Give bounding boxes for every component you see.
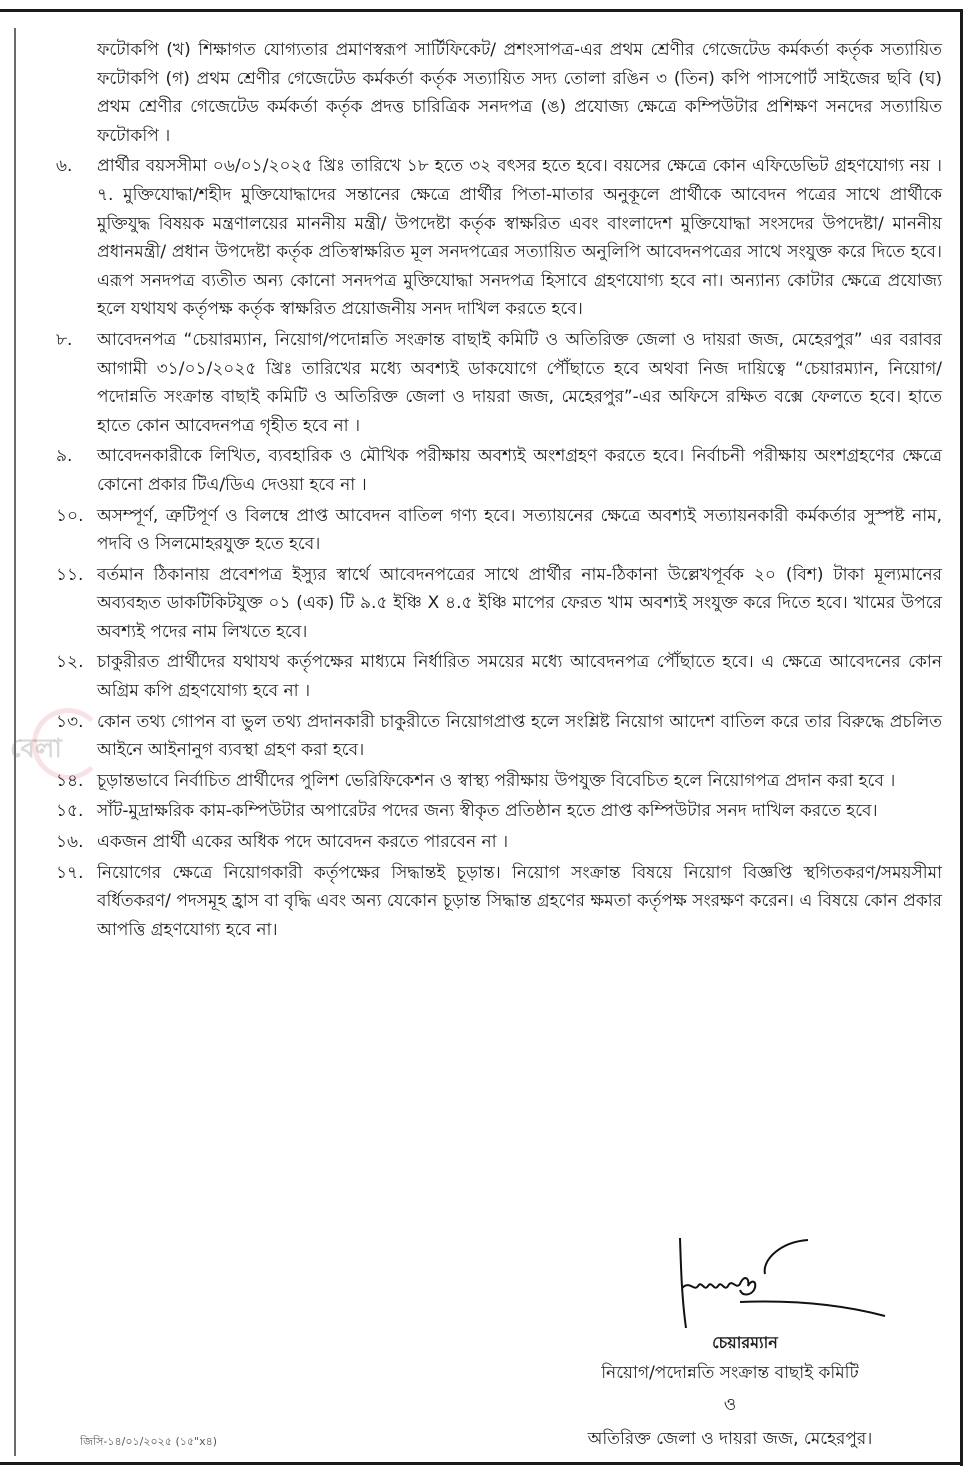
item-text: চূড়ান্তভাবে নির্বাচিত প্রার্থীদের পুলিশ ভেরিফিকেশন ও স্বাস্থ্য পরীক্ষায় উপযুক্ত বিবেচিত হলে নিয়োগপত্র প্রদান করা হবে । [97, 770, 896, 791]
item-text: অসম্পূর্ণ, ত্রুটিপূর্ণ ও বিলম্বে প্রাপ্ত আবেদন বাতিল গণ্য হবে। সত্যায়নের ক্ষেত্রে অবশ্যই সত্যায়নকারী কর্মকর্তার সুস্পষ্ট নাম, পদবি ও সিলমোহরযুক্ত হতে হবে। [97, 505, 942, 555]
page-border-bottom [0, 1462, 963, 1465]
item-text: আবেদনপত্র “চেয়ারম্যান, নিয়োগ/পদোন্নতি সংক্রান্ত বাছাই কমিটি ও অতিরিক্ত জেলা ও দায়রা জজ, মেহেরপুর” এর বরাবর আগামী ৩১/০১/২০২৫ খ্রিঃ তারিখের মধ্যে অবশ্যই ডাকযোগে পৌঁছাতে হবে অথবা নিজ দায়িত্বে “চেয়ারম্যান, নিয়োগ/পদোন্নতি সংক্রান্ত বাছাই কমিটি ও অতিরিক্ত জেলা ও দায়রা জজ, মেহেরপুর”-এর অফিসে রক্ষিত বক্সে ফেলতে হবে। হাতে হাতে কোন আবেদনপত্র গৃহীত হবে না । [97, 329, 942, 436]
list-item [56, 797, 942, 826]
item-text: সাঁট-মুদ্রাক্ষরিক কাম-কম্পিউটার অপারেটর পদের জন্য স্বীকৃত প্রতিষ্ঠান হতে প্রাপ্ত কম্পিউটার সনদ দাখিল করতে হবে। [97, 801, 878, 822]
list-item [56, 152, 942, 324]
page-border-left [14, 28, 16, 1456]
item-number: ৯. [56, 446, 73, 467]
item-text: কোন তথ্য গোপন বা ভুল তথ্য প্রদানকারী চাকুরীতে নিয়োগপ্রাপ্ত হলে সংশ্লিষ্ট নিয়োগ আদেশ বাতিল করে তার বিরুদ্ধে প্রচলিত আইনে আইনানুগ ব্যবস্থা গ্রহণ করা হবে। [97, 711, 942, 761]
item-number: ১২. [56, 652, 84, 673]
item-text: চাকুরীরত প্রার্থীদের যথাযথ কর্তৃপক্ষের মাধ্যমে নির্ধারিত সময়ের মধ্যে আবেদনপত্র পৌঁছাতে হবে। এ ক্ষেত্রে আবেদনের কোন অগ্রিম কপি গ্রহণযোগ্য হবে না । [97, 652, 942, 702]
item-number: ১৭. [56, 862, 84, 883]
notice-body [56, 36, 942, 946]
list-item [56, 442, 942, 499]
item-number: ১৬. [56, 832, 84, 853]
footer-reference: জিসি-১৪/০১/২০২৫ (১৫"x৪) [80, 1435, 218, 1448]
item-number: ৬. [56, 156, 73, 177]
list-item [56, 502, 942, 559]
conjunction: ও [723, 1395, 737, 1415]
item-number: ১১. [56, 564, 84, 585]
item-number: ৮. [56, 329, 73, 350]
list-item [56, 648, 942, 705]
committee-name: নিয়োগ/পদোন্নতি সংক্রান্ত বাছাই কমিটি [601, 1363, 859, 1383]
item-number: ১৩. [56, 711, 84, 732]
signature-block [500, 1230, 960, 1460]
list-item [56, 326, 942, 440]
signatory-title: চেয়ারম্যান [712, 1333, 778, 1352]
page-border-right [960, 9, 963, 1466]
watermark-text: বেলা [10, 734, 62, 764]
item-text: নিয়োগের ক্ষেত্রে নিয়োগকারী কর্তৃপক্ষের সিদ্ধান্তই চূড়ান্ত। নিয়োগ সংক্রান্ত বিষয়ে নিয়োগ বিজ্ঞপ্তি স্থগিতকরণ/সময়সীমা বর্ধিতকরণ/ পদসমূহ হ্রাস বা বৃদ্ধি এবং অন্য যেকোন চূড়ান্ত সিদ্ধান্ত গ্রহণের ক্ষমতা কর্তৃপক্ষ সংরক্ষণ করেন। এ বিষয়ে কোন প্রকার আপত্তি গ্রহণযোগ্য হবে না। [97, 862, 942, 940]
list-item [56, 767, 942, 796]
item-text: প্রার্থীর বয়সসীমা ০৬/০১/২০২৫ খ্রিঃ তারিখে ১৮ হতে ৩২ বৎসর হতে হবে। বয়সের ক্ষেত্রে কোন এফিডেভিট গ্রহণযোগ্য নয় । ৭. মুক্তিযোদ্ধা/শহীদ মুক্তিযোদ্ধাদের সন্তানের ক্ষেত্রে প্রার্থীর পিতা-মাতার অনুকূলে প্রার্থীকে আবেদন পত্রের সাথে প্রার্থীকে মুক্তিযুদ্ধ বিষয়ক মন্ত্রণালয়ের মাননীয় মন্ত্রী/ উপদেষ্টা কর্তৃক স্বাক্ষরিত এবং বাংলাদেশ মুক্তিযোদ্ধা সংসদের উপদেষ্টা/ মাননীয় প্রধানমন্ত্রী/ প্রধান উপদেষ্টা কর্তৃক প্রতিস্বাক্ষরিত মূল সনদপত্রের সত্যায়িত অনুলিপি আবেদনপত্রের সাথে সংযুক্ত করে দিতে হবে। এরূপ সনদপত্র ব্যতীত অন্য কোনো সনদপত্র মুক্তিযোদ্ধা সনদপত্র হিসাবে গ্রহণযোগ্য হবে না। অন্যান্য কোটার ক্ষেত্রে প্রযোজ্য হলে যথাযথ কর্তৃপক্ষ কর্তৃক স্বাক্ষরিত প্রয়োজনীয় সনদ দাখিল করতে হবে। [97, 156, 942, 320]
item-text: একজন প্রার্থী একের অধিক পদে আবেদন করতে পারবেন না । [97, 832, 509, 853]
item-number: ১৪. [56, 770, 84, 791]
list-item [56, 859, 942, 945]
item-number: ১৫. [56, 801, 84, 822]
handwritten-signature-icon [640, 1230, 900, 1340]
lead-paragraph [56, 36, 942, 150]
list-item [56, 708, 942, 765]
lead-paragraph-text: ফটোকপি (খ) শিক্ষাগত যোগ্যতার প্রমাণস্বরূপ সার্টিফিকেট/ প্রশংসাপত্র-এর প্রথম শ্রেণীর গেজেটেড কর্মকর্তা কর্তৃক সত্যায়িত ফটোকপি (গ) প্রথম শ্রেণীর গেজেটেড কর্মকর্তা কর্তৃক সত্যায়িত সদ্য তোলা রঙিন ৩ (তিন) কপি পাসপোর্ট সাইজের ছবি (ঘ) প্রথম শ্রেণীর গেজেটেড কর্মকর্তা কর্তৃক প্রদত্ত চারিত্রিক সনদপত্র (ঙ) প্রযোজ্য ক্ষেত্রে কম্পিউটার প্রশিক্ষণ সনদের সত্যায়িত ফটোকপি । [97, 40, 942, 146]
office-name: অতিরিক্ত জেলা ও দায়রা জজ, মেহেরপুর। [587, 1429, 873, 1449]
item-text: আবেদনকারীকে লিখিত, ব্যবহারিক ও মৌখিক পরীক্ষায় অবশ্যই অংশগ্রহণ করতে হবে। নির্বাচনী পরীক্ষায় অংশগ্রহণের ক্ষেত্রে কোনো প্রকার টিএ/ডিএ দেওয়া হবে না । [97, 446, 942, 495]
item-number: ১০. [56, 505, 84, 526]
page-border-top [0, 9, 963, 12]
item-text: বর্তমান ঠিকানায় প্রবেশপত্র ইস্যুর স্বার্থে আবেদনপত্রের সাথে প্রার্থীর নাম-ঠিকানা উল্লেখপূর্বক ২০ (বিশ) টাকা মূল্যমানের অব্যবহৃত ডাকটিকিটযুক্ত ০১ (এক) টি ৯.৫ ইঞ্চি X ৪.৫ ইঞ্চি মাপের ফেরত খাম অবশ্যই সংযুক্ত করে দিতে হবে। খামের উপরে অবশ্যই পদের নাম লিখতে হবে। [97, 564, 942, 642]
list-item [56, 561, 942, 647]
list-item [56, 828, 942, 857]
